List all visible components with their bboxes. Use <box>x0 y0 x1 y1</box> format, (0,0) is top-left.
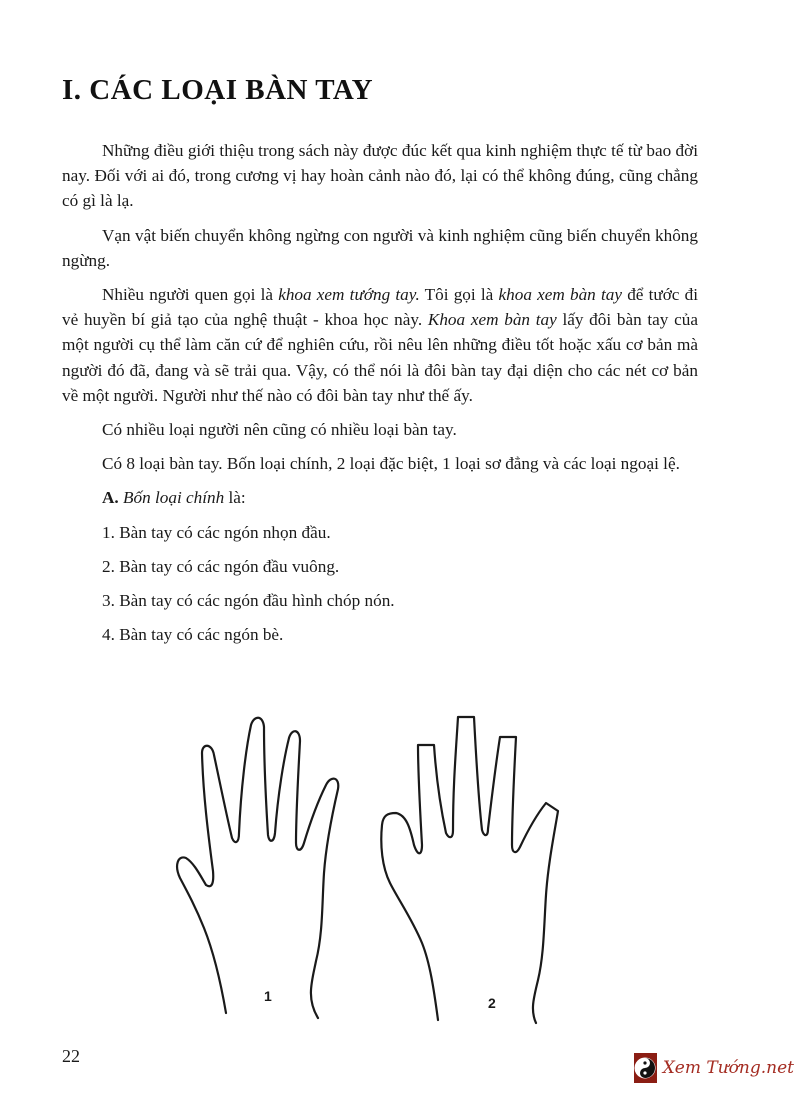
list-item: 1. Bàn tay có các ngón nhọn đầu. <box>102 522 331 542</box>
list-item: 3. Bàn tay có các ngón đầu hình chóp nón. <box>102 591 395 611</box>
text-span: Tôi gọi là <box>419 285 499 305</box>
section-italic: Bốn loại chính <box>118 488 225 508</box>
hand-outline-1 <box>168 713 358 1028</box>
watermark-text: Xem Tướng.net <box>662 1058 794 1078</box>
hand-drawing-square <box>378 705 593 1030</box>
paragraph-intro: Những điều giới thiệu trong sách này được đúc kết qua kinh nghiệm thực tế từ bao đời nay. Đối với ai đó, trong cương vị hay hoàn cảnh nào đó, lại có thể không đúng, cũng chẳng có gì là lạ. <box>62 141 698 211</box>
text-span: Nhiều người quen gọi là <box>102 285 279 305</box>
hand-outline-2 <box>378 705 593 1030</box>
hands-illustration <box>160 705 600 1035</box>
section-a-heading <box>62 485 698 510</box>
yin-yang-icon <box>634 1053 657 1083</box>
paragraph-eight-types: Có 8 loại bàn tay. Bốn loại chính, 2 loại đặc biệt, 1 loại sơ đẳng và các loại ngoại lệ. <box>102 454 680 474</box>
section-letter: A. <box>102 488 119 508</box>
paragraph-change: Vạn vật biến chuyển không ngừng con người và kinh nghiệm cũng biến chuyển không ngừng. <box>62 225 698 270</box>
page-number: 22 <box>62 1046 80 1066</box>
italic-term: khoa xem tướng tay. <box>278 285 420 305</box>
italic-term: Khoa xem bàn tay <box>427 310 557 330</box>
hand-types-list <box>62 520 698 648</box>
hand-label-1: 1 <box>264 988 272 1004</box>
watermark <box>634 1052 794 1084</box>
body-text <box>62 138 698 656</box>
paragraph-many-types: Có nhiều loại người nên cũng có nhiều loại bàn tay. <box>102 420 457 440</box>
text-span: để tước đi vẻ huyền bí giả tạo của nghệ thuật - khoa học này. <box>62 285 699 330</box>
section-rest: là: <box>224 488 246 508</box>
list-item: 2. Bàn tay có các ngón đầu vuông. <box>102 556 340 576</box>
hand-label-2: 2 <box>488 995 496 1011</box>
page-title: I. CÁC LOẠI BÀN TAY <box>62 74 374 106</box>
italic-term: khoa xem bàn tay <box>498 285 622 305</box>
hand-drawing-pointed <box>168 713 358 1028</box>
paragraph-definition <box>62 282 698 408</box>
list-item: 4. Bàn tay có các ngón bè. <box>102 625 284 645</box>
text-span: lấy đôi bàn tay của một người cụ thể làm căn cứ để nghiên cứu, rồi nêu lên những điều tốt hoặc xấu cơ bản mà người đó đã, đang và sẽ trải qua. Vậy, có thể nói là đôi bàn tay đại diện cho các nét cơ bản về một người. Người như thế nào có đôi bàn tay như thế ấy. <box>62 310 698 405</box>
